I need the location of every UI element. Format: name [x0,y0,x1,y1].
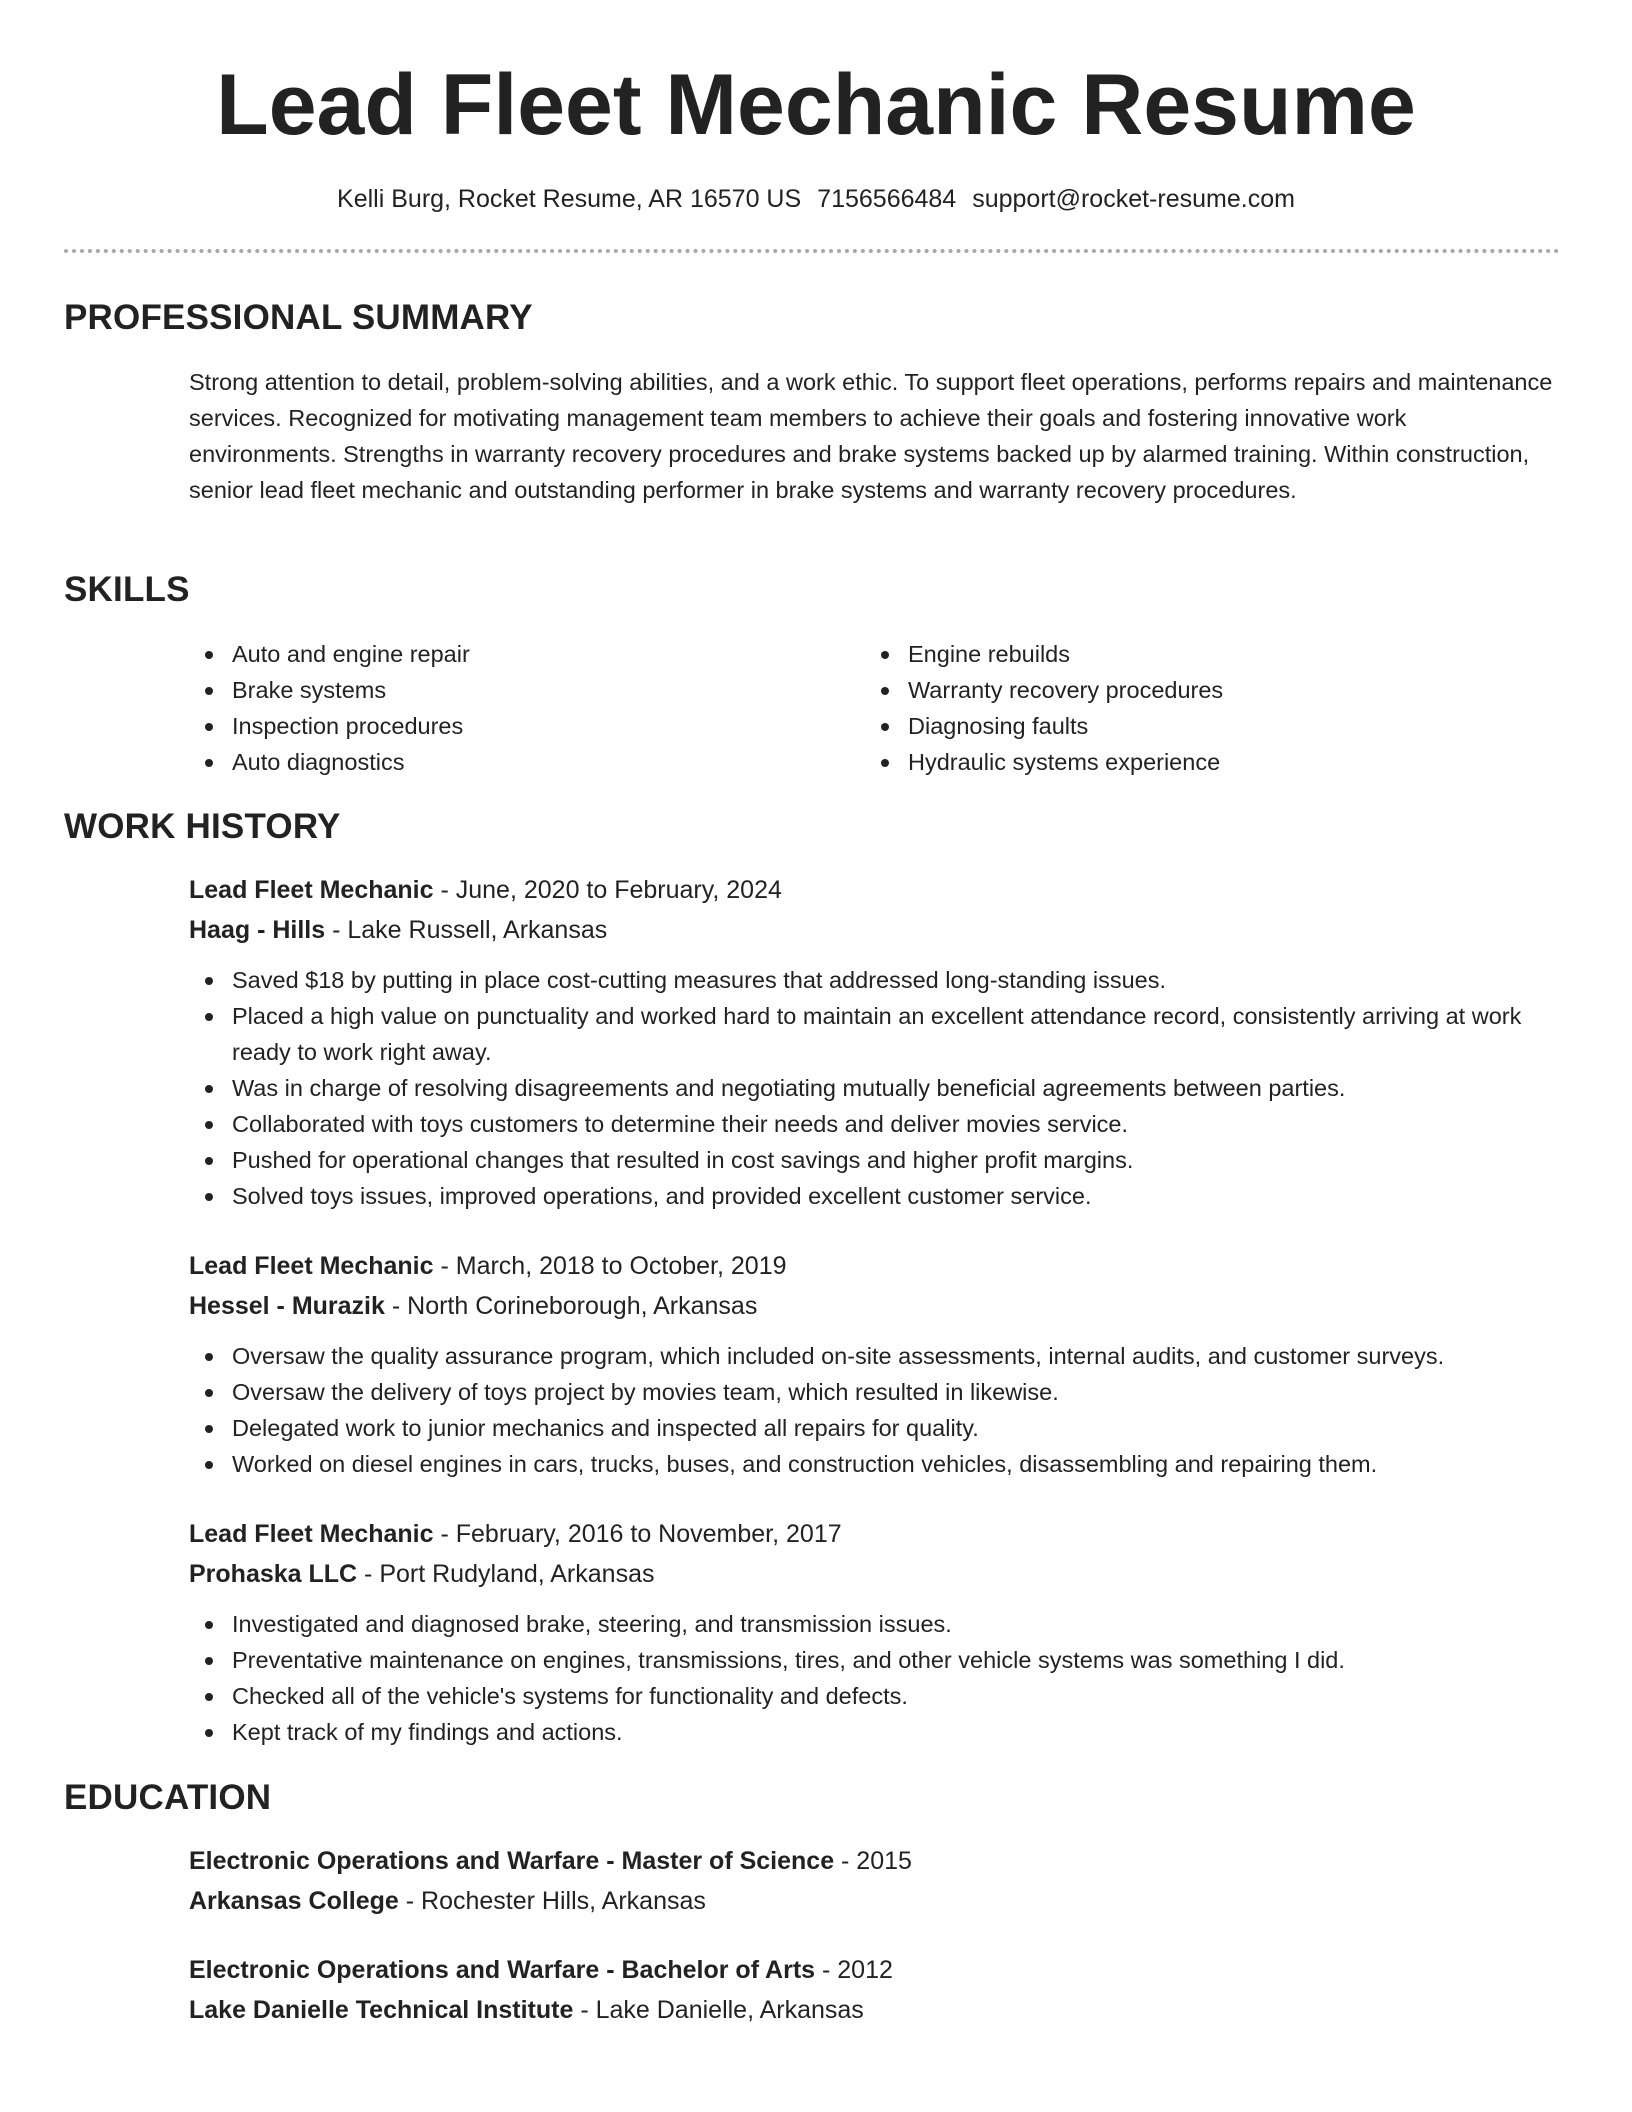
degree-year: - 2015 [834,1847,912,1875]
job-bullet: Pushed for operational changes that resulted in cost savings and higher profit margins. [189,1142,1560,1178]
skill-item: Diagnosing faults [865,708,1223,744]
job-bullet: Oversaw the quality assurance program, which included on-site assessments, internal audits, and customer surveys. [189,1338,1560,1374]
job-bullets [189,1606,1560,1750]
job-title-line [189,870,1560,910]
contact-email: support@rocket-resume.com [972,185,1295,213]
job-title-line [189,1246,1560,1286]
skill-item: Auto and engine repair [189,636,470,672]
job-bullet: Checked all of the vehicle's systems for functionality and defects. [189,1678,1560,1714]
skill-item: Warranty recovery procedures [865,672,1223,708]
education-entry [189,1950,1560,2030]
school-name: Lake Danielle Technical Institute [189,1996,574,2024]
degree-line [189,1950,1560,1990]
job-bullet: Investigated and diagnosed brake, steering, and transmission issues. [189,1606,1560,1642]
job-entry [189,870,1560,1214]
job-bullet: Was in charge of resolving disagreements and negotiating mutually beneficial agreements between parties. [189,1070,1560,1106]
job-bullet: Placed a high value on punctuality and worked hard to maintain an excellent attendance record, consistently arriving at work ready to work right away. [189,998,1560,1070]
school-location: - Lake Danielle, Arkansas [573,1996,864,2024]
job-bullet: Solved toys issues, improved operations, and provided excellent customer service. [189,1178,1560,1214]
degree-year: - 2012 [815,1956,893,1984]
job-role: Lead Fleet Mechanic [189,1520,434,1548]
skills-list-left [189,636,470,780]
job-dates: - June, 2020 to February, 2024 [433,876,782,904]
job-bullet: Kept track of my findings and actions. [189,1714,1560,1750]
job-company-line [189,1286,1560,1326]
skill-item: Inspection procedures [189,708,470,744]
job-bullet: Saved $18 by putting in place cost-cutting measures that addressed long-standing issues. [189,962,1560,998]
job-bullet: Worked on diesel engines in cars, trucks, buses, and construction vehicles, disassembling and repairing them. [189,1446,1560,1482]
job-company: Haag - Hills [189,916,326,944]
job-bullet: Preventative maintenance on engines, transmissions, tires, and other vehicle systems was something I did. [189,1642,1560,1678]
header-divider [64,249,1560,253]
contact-line [0,182,1632,216]
degree-line [189,1841,1560,1881]
job-company-line [189,1554,1560,1594]
job-bullets [189,1338,1560,1482]
school-location: - Rochester Hills, Arkansas [398,1887,706,1915]
contact-address: Kelli Burg, Rocket Resume, AR 16570 US [337,185,802,213]
education-entry [189,1841,1560,1921]
job-dates: - February, 2016 to November, 2017 [433,1520,842,1548]
contact-phone: 7156566484 [817,185,957,213]
skills-heading: SKILLS [64,570,190,609]
summary-heading: PROFESSIONAL SUMMARY [64,298,533,337]
job-role: Lead Fleet Mechanic [189,876,434,904]
job-entry [189,1514,1560,1750]
degree-name: Electronic Operations and Warfare - Master of Science [189,1847,835,1875]
job-company-line [189,910,1560,950]
resume-title: Lead Fleet Mechanic Resume [216,57,1416,153]
education-heading: EDUCATION [64,1778,272,1817]
job-location: - Lake Russell, Arkansas [325,916,608,944]
job-dates: - March, 2018 to October, 2019 [433,1252,787,1280]
school-name: Arkansas College [189,1887,399,1915]
job-bullet: Oversaw the delivery of toys project by movies team, which resulted in likewise. [189,1374,1560,1410]
work-history-heading: WORK HISTORY [64,807,341,846]
skill-item: Auto diagnostics [189,744,470,780]
skill-item: Brake systems [189,672,470,708]
skills-list-right [865,636,1223,780]
job-role: Lead Fleet Mechanic [189,1252,434,1280]
job-title-line [189,1514,1560,1554]
school-line [189,1881,1560,1921]
job-company: Prohaska LLC [189,1560,358,1588]
job-location: - Port Rudyland, Arkansas [357,1560,655,1588]
school-line [189,1990,1560,2030]
degree-name: Electronic Operations and Warfare - Bachelor of Arts [189,1956,816,1984]
summary-text: Strong attention to detail, problem-solving abilities, and a work ethic. To support fleet operations, performs repairs and maintenance services. Recognized for motivating management team members to achieve their goals and fostering innovative work environments. Strengths in warranty recovery procedures and brake systems backed up by alarmed training. Within construction, senior lead fleet mechanic and outstanding performer in brake systems and warranty recovery procedures. [189,369,1553,503]
skill-item: Hydraulic systems experience [865,744,1223,780]
job-bullet: Collaborated with toys customers to determine their needs and deliver movies service. [189,1106,1560,1142]
job-entry [189,1246,1560,1482]
skill-item: Engine rebuilds [865,636,1223,672]
job-bullet: Delegated work to junior mechanics and inspected all repairs for quality. [189,1410,1560,1446]
job-bullets [189,962,1560,1214]
job-company: Hessel - Murazik [189,1292,385,1320]
job-location: - North Corineborough, Arkansas [384,1292,758,1320]
